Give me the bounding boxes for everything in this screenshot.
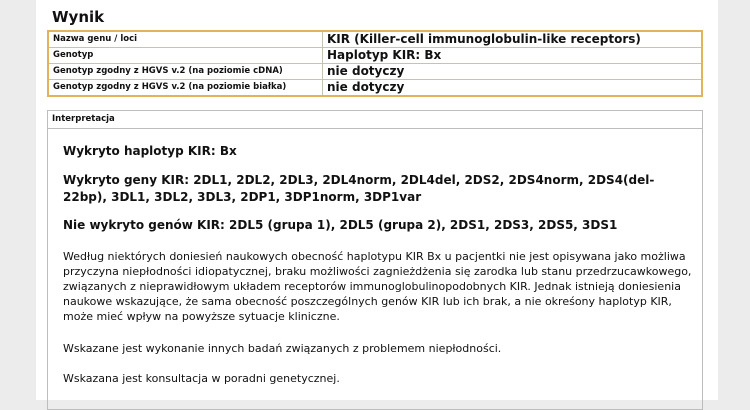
row-label: Genotyp zgodny z HGVS v.2 (na poziomie cDNA) bbox=[48, 64, 323, 80]
interpretation-header: Interpretacja bbox=[48, 111, 702, 129]
not-detected-genes: Nie wykryto genów KIR: 2DL5 (grupa 1), 2DL5 (grupa 2), 2DS1, 2DS3, 2DS5, 3DS1 bbox=[63, 218, 618, 232]
detected-haplotype: Wykryto haplotyp KIR: Bx bbox=[63, 144, 237, 158]
row-value: Haplotyp KIR: Bx bbox=[323, 48, 703, 64]
section-title: Wynik bbox=[52, 8, 105, 26]
recommendation-consultation: Wskazana jest konsultacja w poradni genetycznej. bbox=[63, 372, 340, 385]
row-value: nie dotyczy bbox=[323, 80, 703, 97]
row-label: Nazwa genu / loci bbox=[48, 31, 323, 48]
table-row bbox=[48, 80, 702, 97]
interpretation-paragraph: Według niektórych doniesień naukowych obecność haplotypu KIR Bx u pacjentki nie jest opisywana jako możliwa przyczyna niepłodności idiopatycznej, braku możliwości zagnieżdżenia się zarodka lub stanu przedrzucawkowego, związanych z nieprawidłowym układem receptorów immunoglobulinopodobnych KIR. Jednak istnieją doniesienia naukowe wskazujące, że sama obecność poszczególnych genów KIR lub ich brak, a nie okreśony haplotyp KIR, może mieć wpływ na powyższe sytuacje kliniczne. bbox=[63, 250, 692, 323]
row-label: Genotyp zgodny z HGVS v.2 (na poziomie białka) bbox=[48, 80, 323, 97]
table-row bbox=[48, 48, 702, 64]
row-label: Genotyp bbox=[48, 48, 323, 64]
interpretation-box bbox=[47, 110, 703, 410]
detected-genes: Wykryto geny KIR: 2DL1, 2DL2, 2DL3, 2DL4norm, 2DL4del, 2DS2, 2DS4norm, 2DS4(del-22bp), 3DL1, 3DL2, 3DL3, 2DP1, 3DP1norm, 3DP1var bbox=[63, 173, 655, 204]
recommendation-tests: Wskazane jest wykonanie innych badań związanych z problemem niepłodności. bbox=[63, 342, 502, 355]
report-page bbox=[36, 0, 718, 400]
table-row bbox=[48, 31, 702, 48]
result-table bbox=[47, 30, 703, 97]
row-value: KIR (Killer-cell immunoglobulin-like receptors) bbox=[323, 31, 703, 48]
table-row bbox=[48, 64, 702, 80]
row-value: nie dotyczy bbox=[323, 64, 703, 80]
